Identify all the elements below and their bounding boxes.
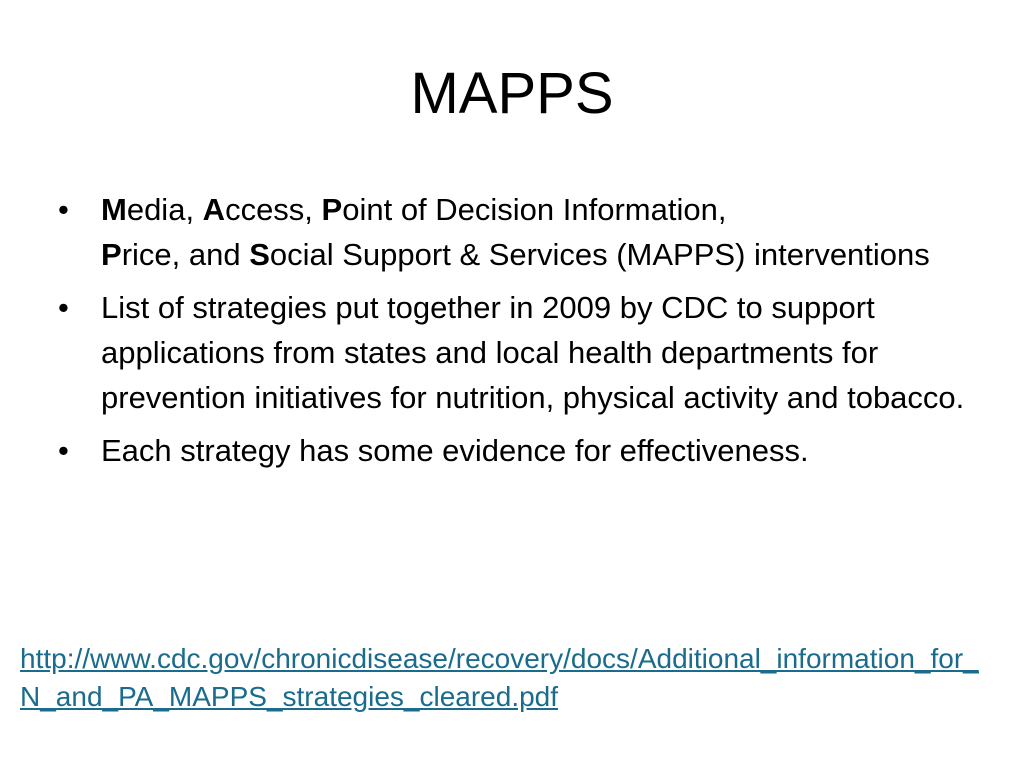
bullet-text <box>101 192 930 272</box>
slide-title: MAPPS <box>410 61 614 126</box>
word-point-rest: oint of Decision Information, <box>342 192 727 227</box>
acronym-letter-p1: P <box>321 192 343 227</box>
word-price-rest: rice, and <box>121 237 250 272</box>
word-media-rest: edia, <box>126 192 203 227</box>
bullet-list <box>56 187 986 481</box>
bullet-marker: • <box>58 192 69 227</box>
acronym-letter-m: M <box>101 192 127 227</box>
bullet-marker: • <box>58 290 69 325</box>
acronym-letter-s: S <box>249 237 270 272</box>
acronym-letter-p2: P <box>101 237 122 272</box>
word-social-rest: ocial Support & Services (MAPPS) interventions <box>269 237 930 272</box>
bullet-text: Each strategy has some evidence for effectiveness. <box>101 433 809 468</box>
bullet-item-mapps-definition <box>56 187 986 277</box>
bullet-marker: • <box>58 433 69 468</box>
word-access-rest: ccess, <box>225 192 322 227</box>
acronym-letter-a: A <box>202 192 226 227</box>
bullet-item-evidence <box>56 428 986 473</box>
source-link[interactable]: http://www.cdc.gov/chronicdisease/recovery/docs/Additional_information_for_N_and_PA_MAPPS_strategies_cleared.pdf <box>20 643 979 712</box>
bullet-text: List of strategies put together in 2009 by CDC to support applications from states and local health departments for prevention initiatives for nutrition, physical activity and tobacco. <box>101 290 965 415</box>
bullet-item-strategies-list <box>56 285 986 420</box>
